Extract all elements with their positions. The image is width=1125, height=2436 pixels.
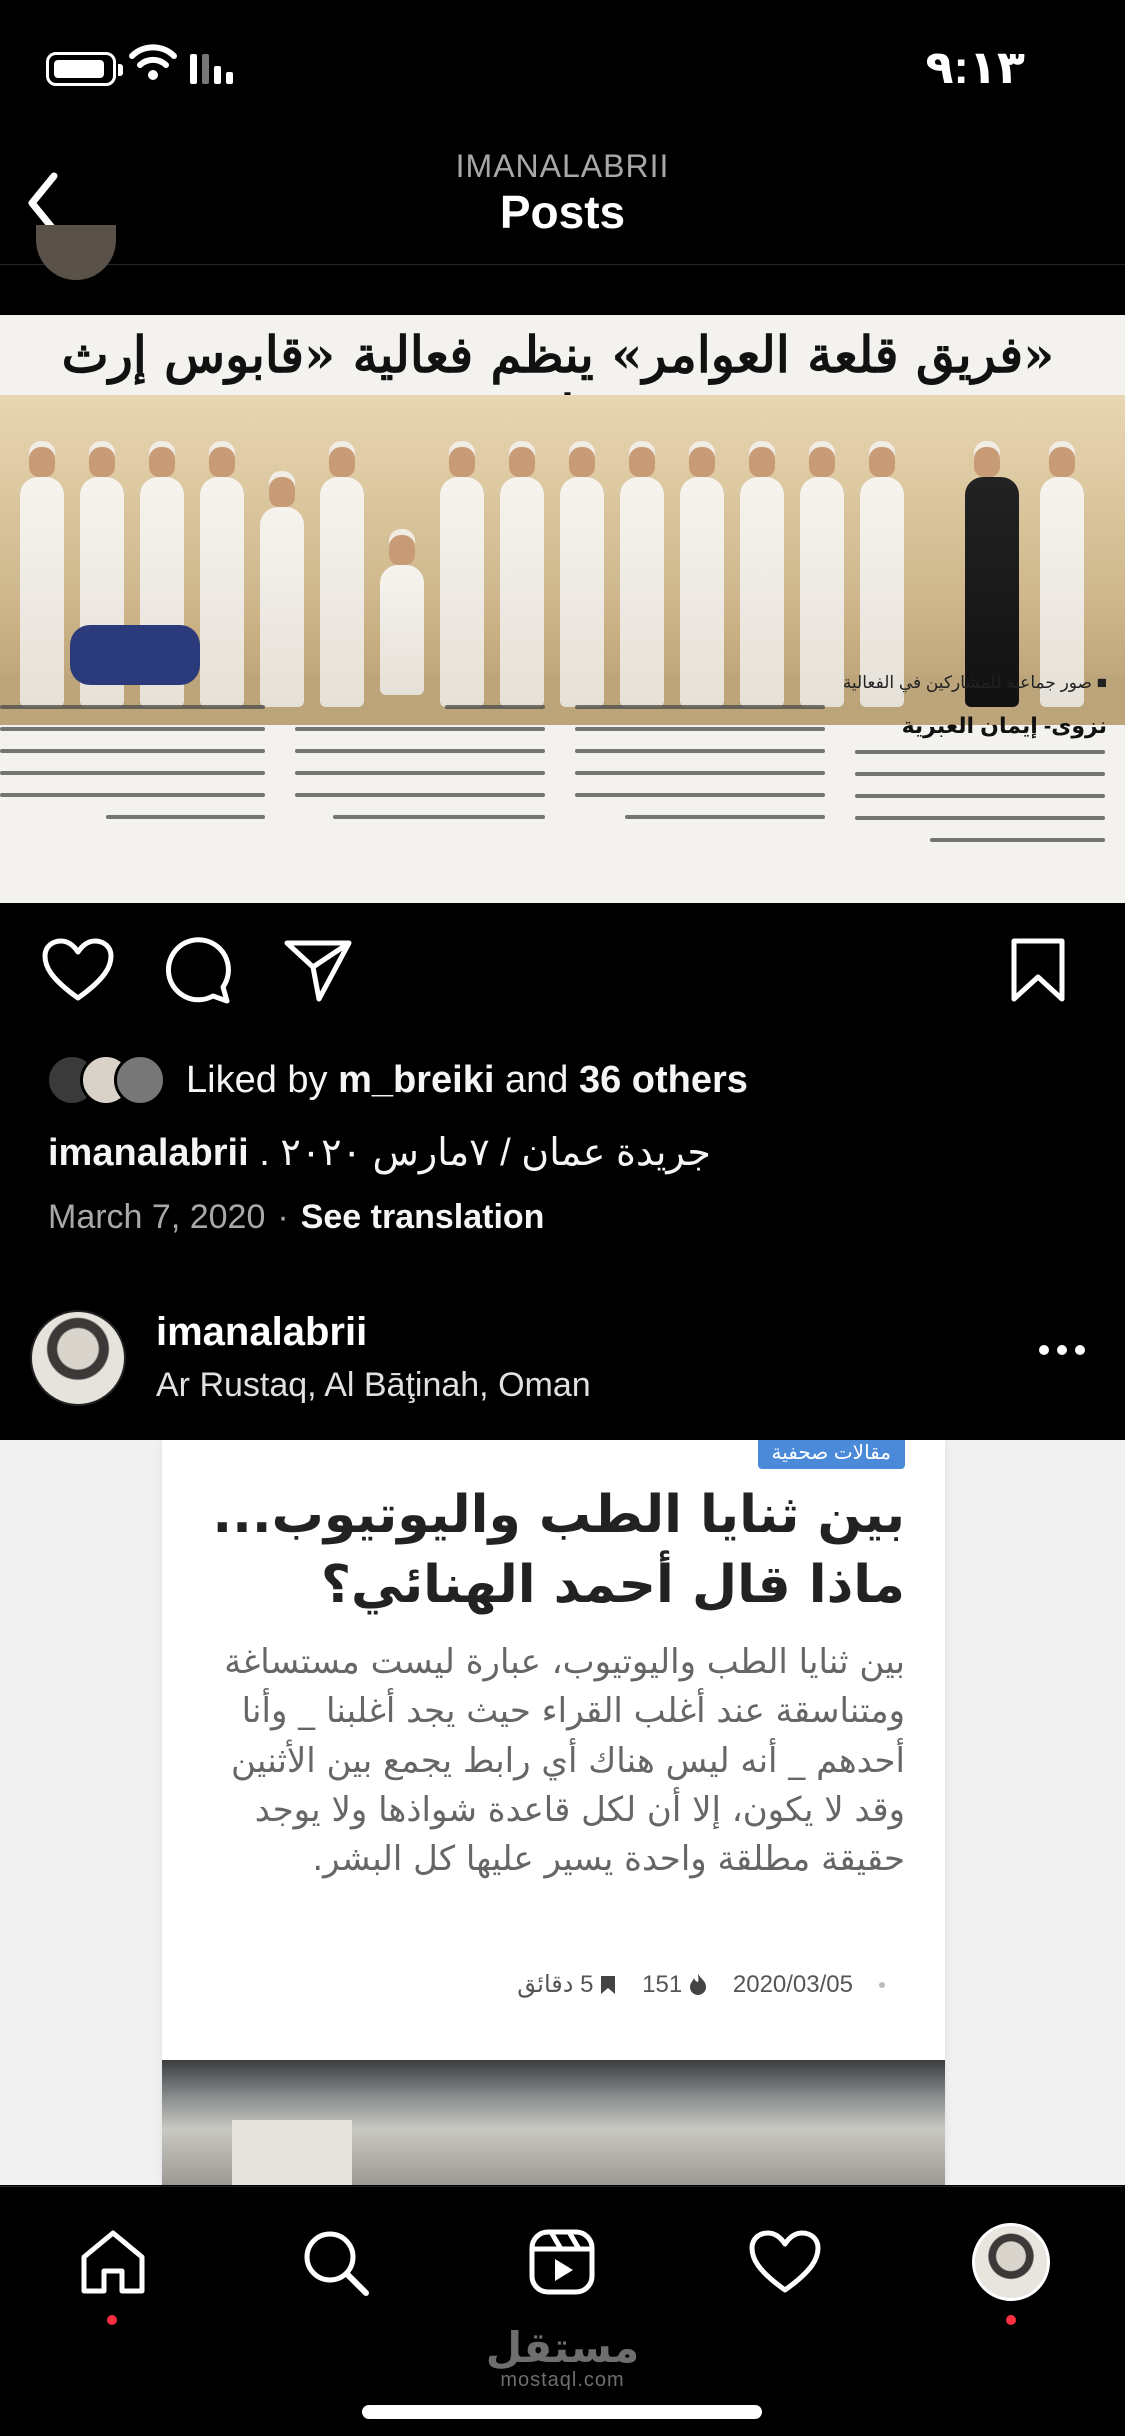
page-title: Posts [499,186,626,238]
comment-icon[interactable] [158,930,238,1010]
likes-prefix: Liked by [186,1058,328,1101]
post-header [0,1300,1125,1440]
newspaper-byline: نزوى- إيمان العبرية [901,713,1107,738]
post-meta [48,1198,544,1237]
more-horizontal-icon[interactable] [1039,1345,1085,1355]
see-translation-link[interactable]: See translation [300,1198,545,1236]
status-bar [0,0,1125,140]
heart-icon[interactable] [740,2217,830,2307]
article-title: بين ثنايا الطب واليوتيوب... ماذا قال أحمد الهنائي؟ [212,1485,905,1616]
likes-and: and [504,1058,569,1101]
article-views: 151 [642,1971,707,1999]
likes-text [186,1059,748,1102]
meta-dot [879,1982,885,1988]
search-icon[interactable] [290,2217,380,2307]
profile-notification-dot [1006,2315,1016,2325]
likes-summary[interactable] [46,1050,748,1110]
send-icon[interactable] [278,930,358,1010]
avatar [114,1054,166,1106]
top-header [0,140,1125,265]
article-photo [162,2060,945,2185]
article-tag: مقالات صحفية [758,1440,905,1469]
battery-icon [46,52,116,86]
post-username[interactable]: imanalabrii [156,1310,368,1354]
home-indicator[interactable] [362,2405,762,2419]
watermark-arabic: مستقل [485,2324,640,2371]
post-image-article[interactable] [0,1440,1125,2185]
article-read-time: 5 دقائق [517,1970,616,1999]
home-notification-dot [107,2315,117,2325]
newspaper-headline: «فريق قلعة العوامر» ينظم فعالية «قابوس إرث [61,325,1055,384]
bottom-tab-bar [0,2186,1125,2436]
previous-post-avatar[interactable] [36,225,116,280]
article-meta [517,1970,885,1999]
newspaper-photo-caption: ■ صور جماعية للمشاركين في الفعالية [842,673,1107,692]
liker-username[interactable]: m_breiki [338,1058,495,1101]
signal-icon [190,52,233,84]
reels-icon[interactable] [517,2217,607,2307]
liker-avatars [46,1052,186,1108]
post-caption [48,1130,711,1175]
profile-avatar[interactable] [966,2217,1056,2307]
watermark-latin: mostaql.com [500,2369,625,2391]
newspaper-columns [0,705,1125,895]
article-body: بين ثنايا الطب واليوتيوب، عبارة ليست مستساغة ومتناسقة عند أغلب القراء حيث يجد أغلبنا _ وأنا أحدهم _ أنه ليس هناك أي رابط يجمع بين الأثنين وقد لا يكون، إلا أن لكل قاعدة شواذها ولا يوجد حقيقة مطلقة واحدة يسير عليها كل البشر. [224,1642,905,1880]
caption-text: . جريدة عمان / ٧مارس ٢٠٢٠ [259,1132,711,1174]
post-date: March 7, 2020 [48,1198,266,1236]
wifi-icon [128,42,178,82]
likes-others[interactable]: 36 others [578,1058,748,1101]
avatar[interactable] [30,1310,126,1406]
article-date: 2020/03/05 [732,1970,853,1998]
fire-icon [689,1973,707,1995]
home-icon[interactable] [68,2217,158,2307]
watermark [0,2324,1125,2392]
bookmark-small-icon [600,1975,616,1995]
article-card [162,1440,945,2185]
caption-username[interactable]: imanalabrii [48,1132,249,1174]
meta-separator: · [277,1198,289,1236]
post-image-newspaper[interactable] [0,315,1125,903]
post-location[interactable]: Ar Rustaq, Al Bāţinah, Oman [156,1366,591,1404]
heart-icon[interactable] [38,930,118,1010]
bookmark-icon[interactable] [998,930,1078,1010]
status-time: ٩:١٣ [925,41,1025,93]
post-actions [0,930,1125,1020]
header-username: IMANALABRII [455,148,670,184]
